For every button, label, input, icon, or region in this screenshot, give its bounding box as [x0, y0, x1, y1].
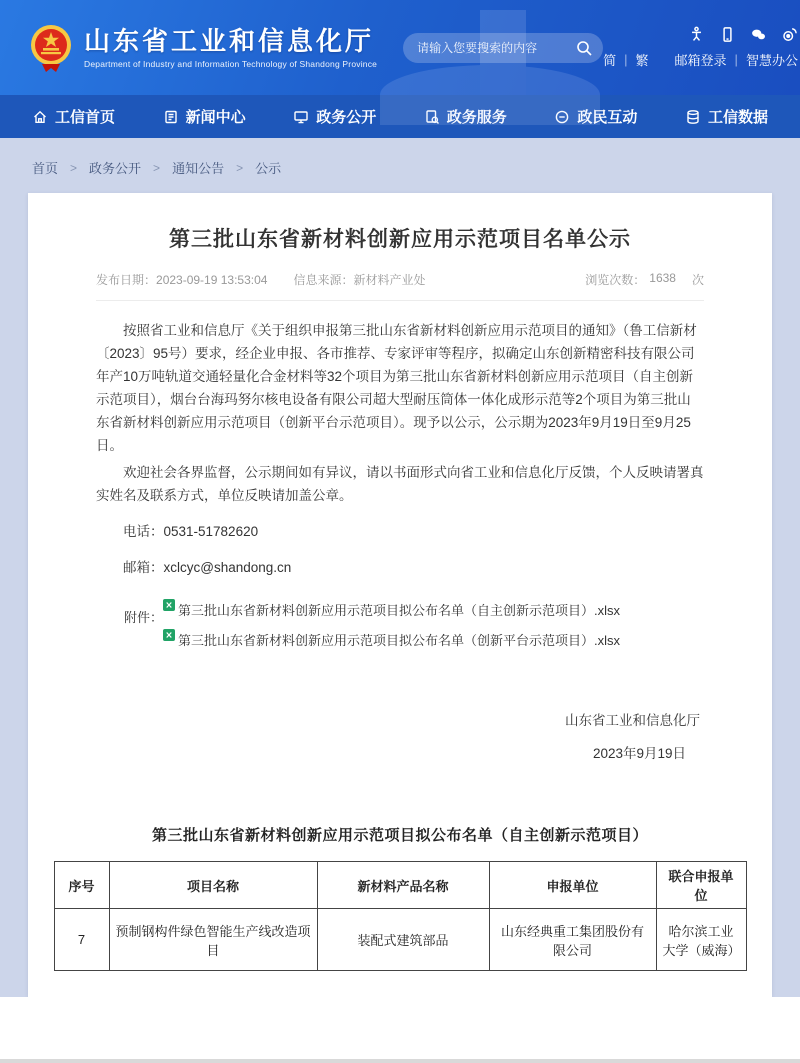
monitor-icon — [293, 109, 309, 125]
site-titles — [84, 26, 377, 69]
table-cell: 预制钢构件绿色智能生产线改造项目 — [109, 909, 317, 971]
nav-item-service[interactable] — [424, 106, 507, 127]
view-count: 浏览次数： 1638 次 — [585, 271, 704, 287]
wechat-icon[interactable] — [750, 26, 767, 43]
breadcrumb-separator: > — [153, 160, 161, 175]
table-title: 第三批山东省新材料创新应用示范项目拟公布名单（自主创新示范项目） — [151, 827, 648, 844]
table-cell: 哈尔滨工业大学（威海） — [656, 909, 746, 971]
site-header — [0, 0, 800, 95]
quick-icons — [688, 26, 798, 43]
contact-phone: 电话：0531-51782620 — [123, 524, 259, 539]
attachments-list — [163, 601, 620, 651]
table-header-row — [54, 862, 746, 909]
breadcrumb-separator: > — [236, 160, 244, 175]
interact-icon — [554, 109, 570, 125]
link-divider: | — [624, 52, 628, 67]
mobile-icon[interactable] — [719, 26, 736, 43]
publish-date: 发布日期：2023-09-19 13:53:04 — [96, 273, 268, 287]
project-table — [54, 861, 747, 971]
breadcrumb-item-gov-public[interactable]: 政务公开 — [89, 161, 142, 176]
header-links — [603, 50, 798, 69]
content-area — [0, 138, 800, 997]
signature-block — [28, 709, 772, 762]
search-box — [403, 33, 603, 63]
excel-icon — [163, 601, 175, 613]
table-cell: 7 — [54, 909, 109, 971]
breadcrumb-item-notices[interactable]: 通知公告 — [172, 161, 225, 176]
breadcrumb-item-home[interactable]: 首页 — [32, 161, 59, 176]
breadcrumb-item-announcements[interactable]: 公示 — [255, 161, 282, 176]
table-cell: 山东经典重工集团股份有限公司 — [489, 909, 656, 971]
service-icon — [424, 109, 440, 125]
table-body — [54, 909, 746, 971]
data-icon — [685, 109, 701, 125]
table-row — [54, 909, 746, 971]
lang-link-1[interactable]: 繁 — [635, 53, 649, 68]
paragraph: 按照省工业和信息厅《关于组织申报第三批山东省新材料创新应用示范项目的通知》（鲁工信新材〔2023〕95号）要求，经企业申报、各市推荐、专家评审等程序，拟确定山东创新精密科技有限公司年产10万吨轨道交通轻量化合金材料等32个项目为第三批山东省新材料创新应用示范项目（自主创新示范项目），烟台台海玛努尔核电设备有限公司超大型耐压筒体一体化成形示范等2个项目为第三批山东省新材料创新应用示范项目（创新平台示范项目）。现予以公示，公示期为2023年9月19日至9月25日。 — [96, 323, 697, 453]
article-meta — [96, 271, 704, 288]
table-header-cell: 新材料产品名称 — [317, 862, 489, 909]
attachment-link[interactable] — [163, 601, 620, 621]
breadcrumb-separator: > — [70, 160, 78, 175]
nav-label: 工信数据 — [707, 109, 768, 126]
article-title: 第三批山东省新材料创新应用示范项目名单公示 — [169, 228, 631, 251]
info-source: 信息来源：新材料产业处 — [293, 273, 426, 287]
attachments-label: 附件： — [124, 610, 164, 625]
nav-item-data[interactable] — [685, 106, 768, 127]
signature-date: 2023年9月19日 — [592, 746, 686, 761]
header-utility-area — [603, 26, 798, 69]
news-icon — [163, 109, 179, 125]
excel-icon — [163, 631, 175, 643]
table-header-cell: 联合申报单位 — [656, 862, 746, 909]
nav-item-home[interactable] — [32, 106, 115, 127]
signature-org: 山东省工业和信息化厅 — [565, 713, 700, 728]
site-brand[interactable] — [30, 23, 377, 73]
article-panel — [28, 193, 772, 997]
lang-link-0[interactable]: 简 — [603, 53, 617, 68]
nav-item-news[interactable] — [163, 106, 246, 127]
site-subtitle: Department of Industry and Information Technology of Shandong Province — [84, 59, 378, 69]
table-header-cell: 项目名称 — [109, 862, 317, 909]
accessibility-icon[interactable] — [688, 26, 705, 43]
weibo-icon[interactable] — [781, 26, 798, 43]
attachment-name: 第三批山东省新材料创新应用示范项目拟公布名单（创新平台示范项目）.xlsx — [178, 633, 621, 648]
table-header-cell: 申报单位 — [489, 862, 656, 909]
nav-label: 新闻中心 — [185, 109, 246, 126]
attachments-section — [28, 579, 772, 651]
nav-label: 政务服务 — [446, 109, 507, 126]
nav-label: 政务公开 — [316, 109, 377, 126]
attachment-name: 第三批山东省新材料创新应用示范项目拟公布名单（自主创新示范项目）.xlsx — [178, 603, 621, 618]
page-footer — [0, 997, 800, 1063]
nav-item-interact[interactable] — [554, 106, 637, 127]
contact-email: 邮箱：xclcyc@shandong.cn — [123, 560, 292, 575]
nav-label: 政民互动 — [577, 109, 638, 126]
paragraph: 欢迎社会各界监督，公示期间如有异议，请以书面形式向省工业和信息化厅反馈，个人反映请署真实姓名及联系方式，单位反映请加盖公章。 — [96, 465, 704, 503]
table-header-cell: 序号 — [54, 862, 109, 909]
search-icon[interactable] — [575, 39, 593, 57]
breadcrumb — [0, 138, 800, 193]
account-link-1[interactable]: 智慧办公 — [745, 53, 798, 68]
link-divider: | — [734, 52, 738, 67]
home-icon — [32, 109, 48, 125]
article-body — [28, 301, 772, 579]
main-nav — [0, 95, 800, 138]
nav-item-public[interactable] — [293, 106, 376, 127]
attachment-link[interactable] — [163, 631, 620, 651]
site-title: 山东省工业和信息化厅 — [84, 26, 375, 56]
national-emblem-logo — [30, 23, 72, 73]
table-cell: 装配式建筑部品 — [317, 909, 489, 971]
account-link-0[interactable]: 邮箱登录 — [674, 53, 727, 68]
nav-label: 工信首页 — [55, 109, 116, 126]
search-input[interactable] — [403, 33, 603, 63]
project-table-section — [28, 824, 772, 971]
